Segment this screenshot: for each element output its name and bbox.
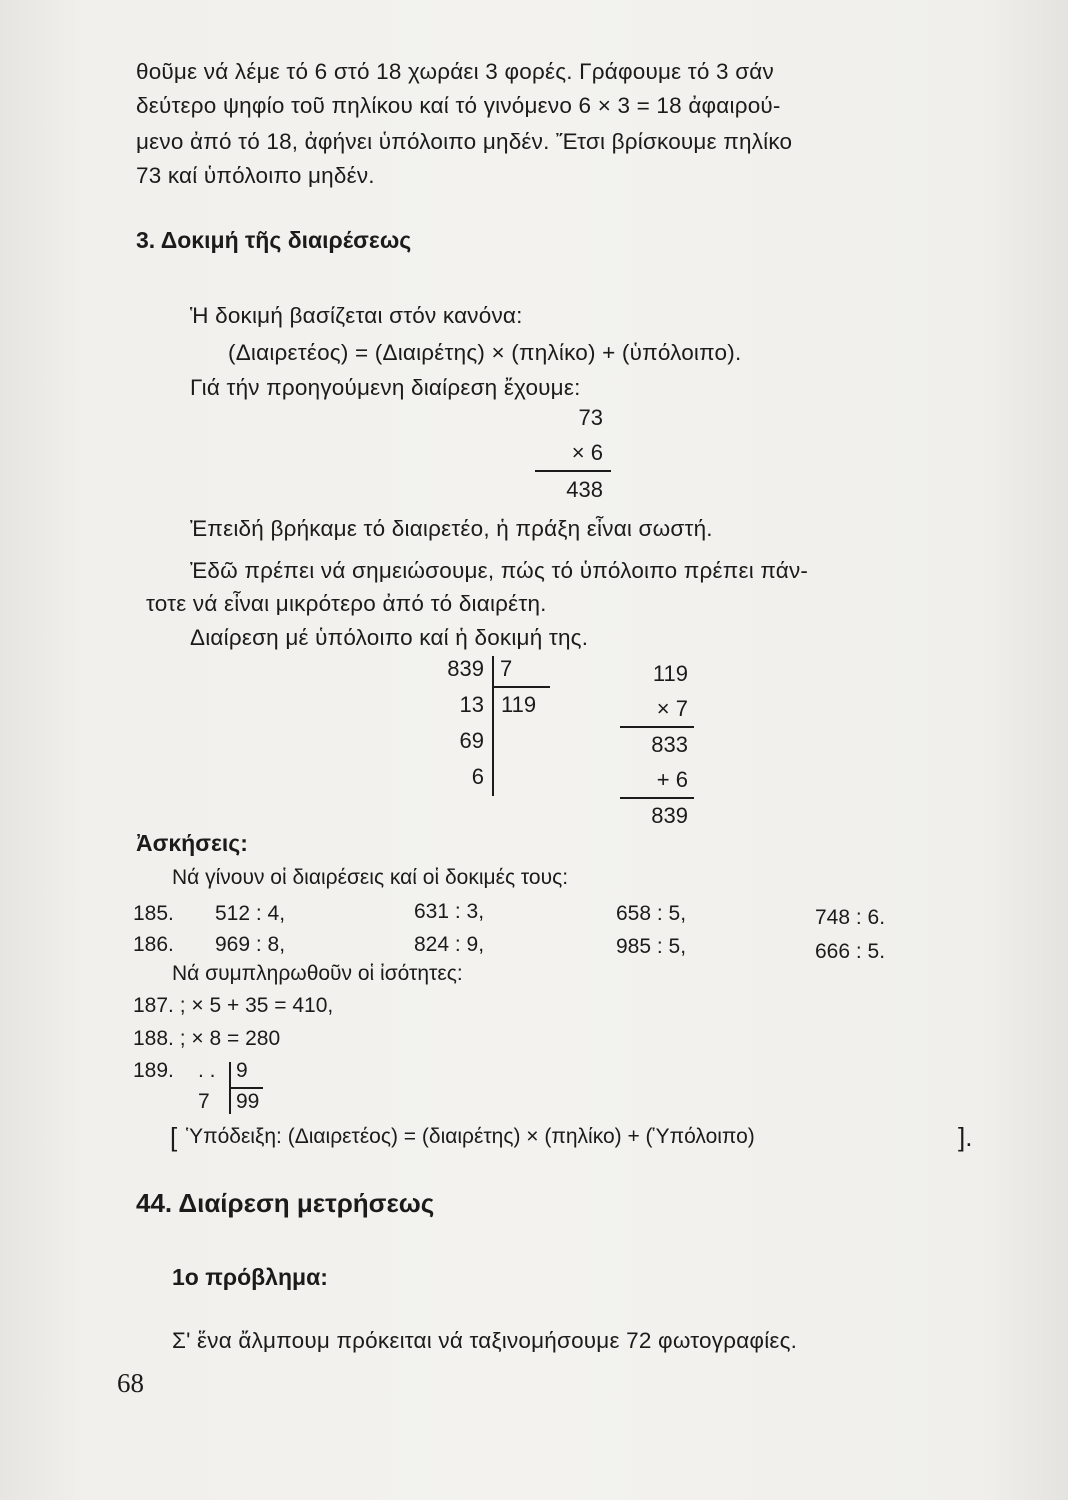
division-dividend: 839 [447,656,484,681]
rule-intro: Ἡ δοκιμή βασίζεται στόν κανόνα: [190,303,523,328]
check-add: + 6 [656,767,688,792]
intro-line-1: θοῦμε νά λέμε τό 6 στό 18 χωράει 3 φορές. Γράφουμε τό 3 σάν [136,59,774,84]
exercises-title: Ἀσκήσεις: [136,830,248,856]
section-3-title: 3. Δοκιμή τῆς διαιρέσεως [136,227,412,253]
exercise-189-remainder: 7 [198,1090,210,1113]
exercise-item: 658 : 5, [616,902,687,925]
exercise-189-dots: . . [198,1059,216,1082]
mult-result: 438 [566,477,603,502]
mult-top: 73 [578,405,603,430]
exercise-number: 185. [133,902,174,925]
check-product: 833 [651,732,688,757]
check-multiplicand: 119 [652,661,688,686]
exercise-item: 748 : 6. [815,906,886,929]
division-horizontal-bar [492,686,550,688]
remainder-intro: Διαίρεση μέ ὑπόλοιπο καί ἡ δοκιμή της. [190,625,589,650]
division-step: 13 [459,692,484,717]
mult-rule [535,470,611,472]
hint-bracket-close: ]. [958,1122,973,1152]
exercise-187: 187. ; × 5 + 35 = 410, [133,994,334,1017]
note-line-2: τοτε νά εἶναι μικρότερο ἀπό τό διαιρέτη. [146,591,547,616]
division-step: 69 [459,728,484,753]
exercise-item: 824 : 9, [414,933,485,956]
exercise-item: 985 : 5, [616,935,687,958]
exercise-item: 666 : 5. [815,940,886,963]
exercise-item: 631 : 3, [414,900,485,923]
intro-line-3: μενο ἀπό τό 18, ἀφήνει ὑπόλοιπο μηδέν. Ἔτσι βρίσκουμε πηλίκο [136,129,793,154]
check-rule-2 [620,797,694,799]
division-vertical-bar [492,656,494,796]
hint-text: Ὑπόδειξη: (Διαιρετέος) = (διαιρέτης) × (πηλίκο) + (Ὑπόλοιπο) [186,1125,755,1148]
problem-title: 1ο πρόβλημα: [172,1264,328,1290]
exercise-189-horizontal-bar [229,1087,263,1089]
page-number: 68 [117,1368,144,1398]
note-line-1: Ἐδῶ πρέπει νά σημειώσουμε, πώς τό ὑπόλοιπο πρέπει πάν- [190,558,809,583]
exercises-intro-1: Νά γίνουν οἱ διαιρέσεις καί οἱ δοκιμές τους: [172,866,569,889]
exercise-item: 969 : 8, [215,933,286,956]
exercise-189-divisor: 9 [236,1059,248,1082]
exercise-number: 186. [133,933,174,956]
exercise-188: 188. ; × 8 = 280 [133,1027,281,1050]
example-intro: Γιά τήν προηγούμενη διαίρεση ἔχουμε: [190,375,581,400]
division-step: 6 [471,764,484,789]
rule-formula: (Διαιρετέος) = (Διαιρέτης) × (πηλίκο) + (ὑπόλοιπο). [228,340,742,365]
conclusion: Ἐπειδή βρήκαμε τό διαιρετέο, ἡ πράξη εἶναι σωστή. [190,516,713,541]
exercise-item: 512 : 4, [215,902,286,925]
check-multiplier: × 7 [656,696,688,721]
exercise-189-quotient: 99 [236,1090,260,1113]
intro-line-4: 73 καί ὑπόλοιπο μηδέν. [136,163,375,188]
exercise-number: 189. [133,1059,174,1082]
hint-bracket-open: [ [170,1122,178,1152]
exercises-intro-2: Νά συμπληρωθοῦν οἱ ἰσότητες: [172,962,463,985]
check-result: 839 [651,803,688,828]
section-44-title: 44. Διαίρεση μετρήσεως [136,1188,435,1218]
check-rule-1 [620,726,694,728]
division-quotient: 119 [501,692,537,717]
mult-bottom: × 6 [571,440,603,465]
division-divisor: 7 [500,656,513,681]
intro-line-2: δεύτερο ψηφίο τοῦ πηλίκου καί τό γινόμενο 6 × 3 = 18 ἀφαιρού- [136,93,781,118]
problem-text: Σ' ἕνα ἄλμπουμ πρόκειται νά ταξινομήσουμε 72 φωτογραφίες. [172,1328,798,1353]
